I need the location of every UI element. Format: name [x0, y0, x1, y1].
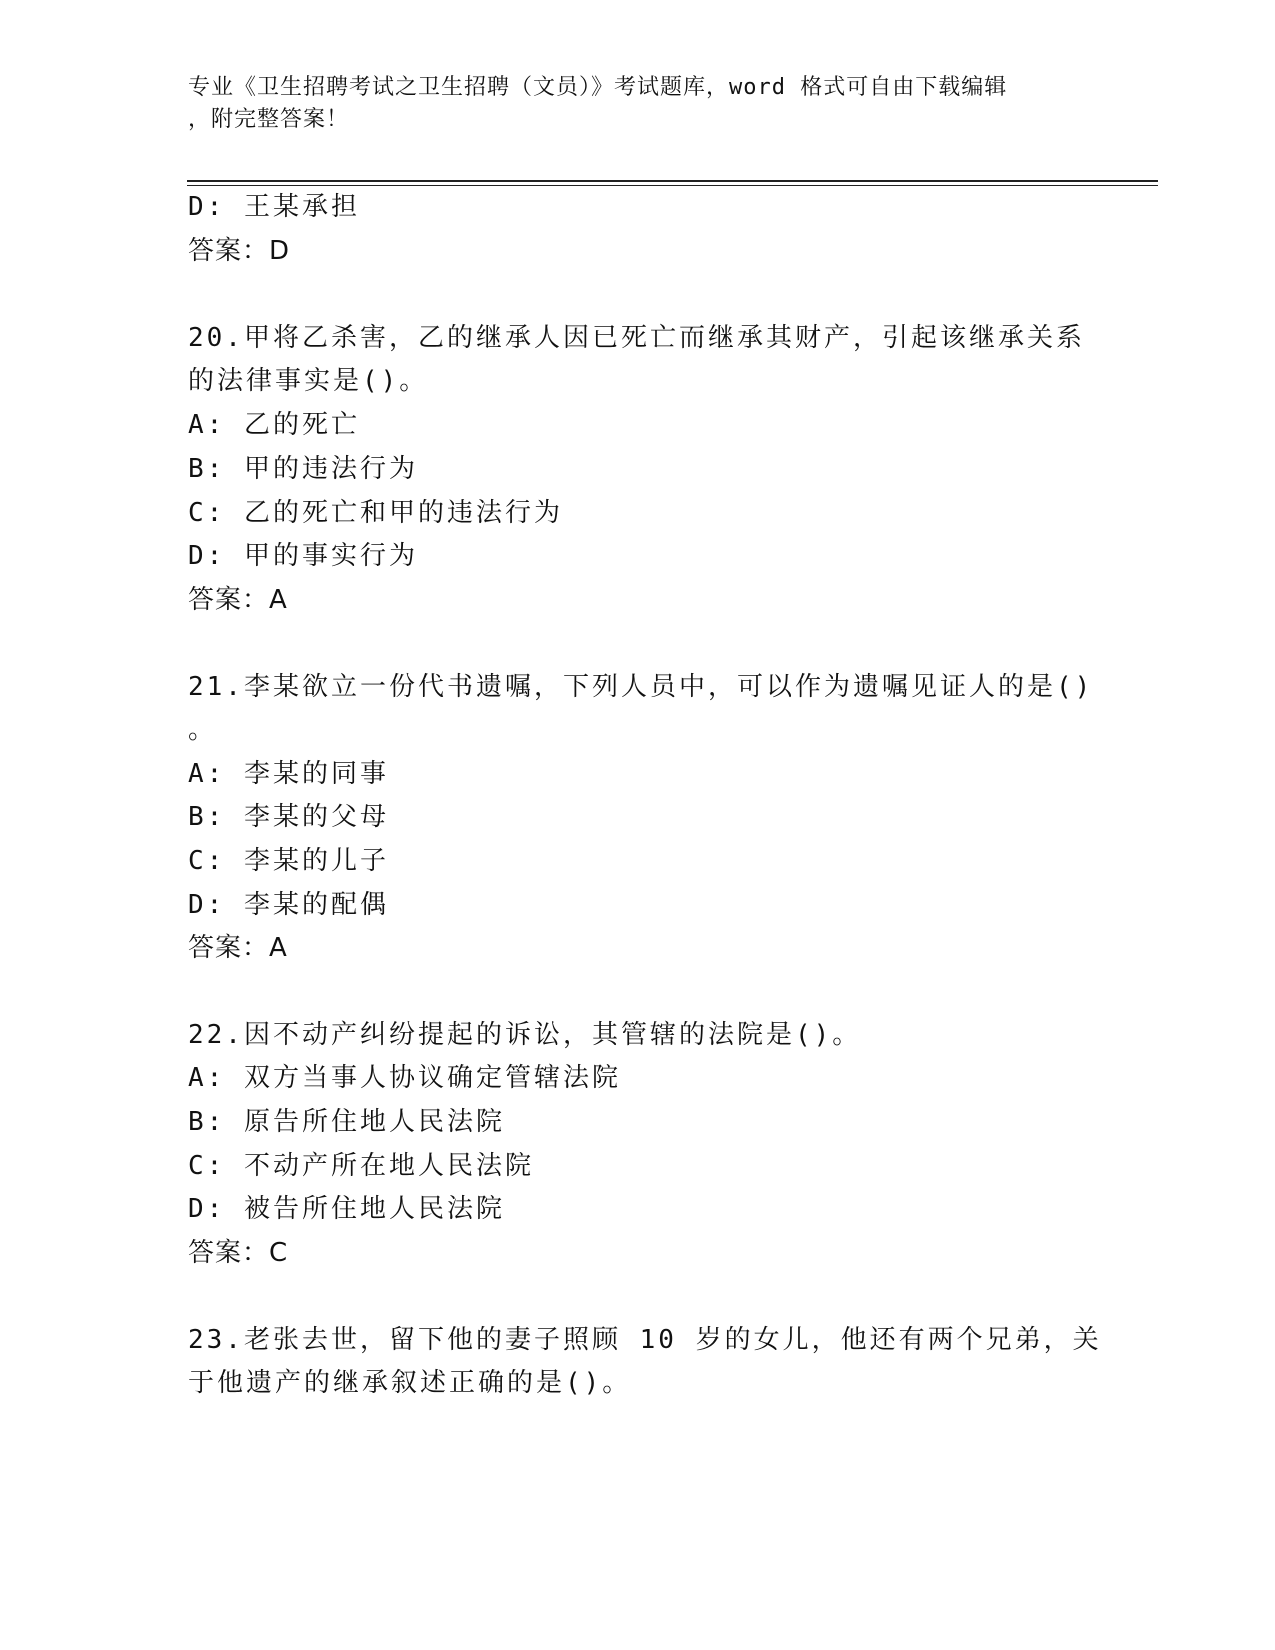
header-line-1: 专业《卫生招聘考试之卫生招聘（文员）》考试题库，word 格式可自由下载编辑 [188, 75, 1008, 100]
question-22-option-d: D: 被告所住地人民法院 [188, 1194, 505, 1224]
question-21-option-b: B: 李某的父母 [188, 802, 389, 832]
header-divider-thick [187, 180, 1158, 182]
question-20-option-b: B: 甲的违法行为 [188, 454, 418, 484]
question-20-option-d: D: 甲的事实行为 [188, 541, 418, 571]
question-21-option-c: C: 李某的儿子 [188, 846, 389, 876]
question-22-option-a: A: 双方当事人协议确定管辖法院 [188, 1063, 621, 1093]
prev-answer: 答案：D [188, 236, 291, 266]
question-20-stem-line-2: 的法律事实是()。 [188, 366, 429, 396]
question-20-stem-line-1: 20.甲将乙杀害，乙的继承人因已死亡而继承其财产，引起该继承关系 [188, 323, 1085, 353]
question-21-option-a: A: 李某的同事 [188, 759, 389, 789]
question-23-stem-line-1: 23.老张去世，留下他的妻子照顾 10 岁的女儿，他还有两个兄弟，关 [188, 1325, 1102, 1355]
question-23-stem-line-2: 于他遗产的继承叙述正确的是()。 [188, 1368, 632, 1398]
question-20-answer: 答案：A [188, 585, 288, 615]
question-21-stem-line-1: 21.李某欲立一份代书遗嘱，下列人员中，可以作为遗嘱见证人的是() [188, 672, 1094, 702]
question-22-answer: 答案：C [188, 1238, 289, 1268]
question-21-option-d: D: 李某的配偶 [188, 890, 389, 920]
header-line-2: ，附完整答案！ [188, 107, 350, 132]
header-divider-thin [187, 185, 1158, 186]
question-20-option-a: A: 乙的死亡 [188, 410, 360, 440]
question-22-option-b: B: 原告所住地人民法院 [188, 1107, 505, 1137]
question-22-option-c: C: 不动产所在地人民法院 [188, 1151, 534, 1181]
question-21-stem-line-2: 。 [188, 715, 218, 745]
question-20-option-c: C: 乙的死亡和甲的违法行为 [188, 498, 563, 528]
document-header [188, 72, 1068, 136]
question-21-answer: 答案：A [188, 933, 288, 963]
prev-option-d: D: 王某承担 [188, 192, 360, 222]
question-22-stem-line-1: 22.因不动产纠纷提起的诉讼，其管辖的法院是()。 [188, 1020, 862, 1050]
